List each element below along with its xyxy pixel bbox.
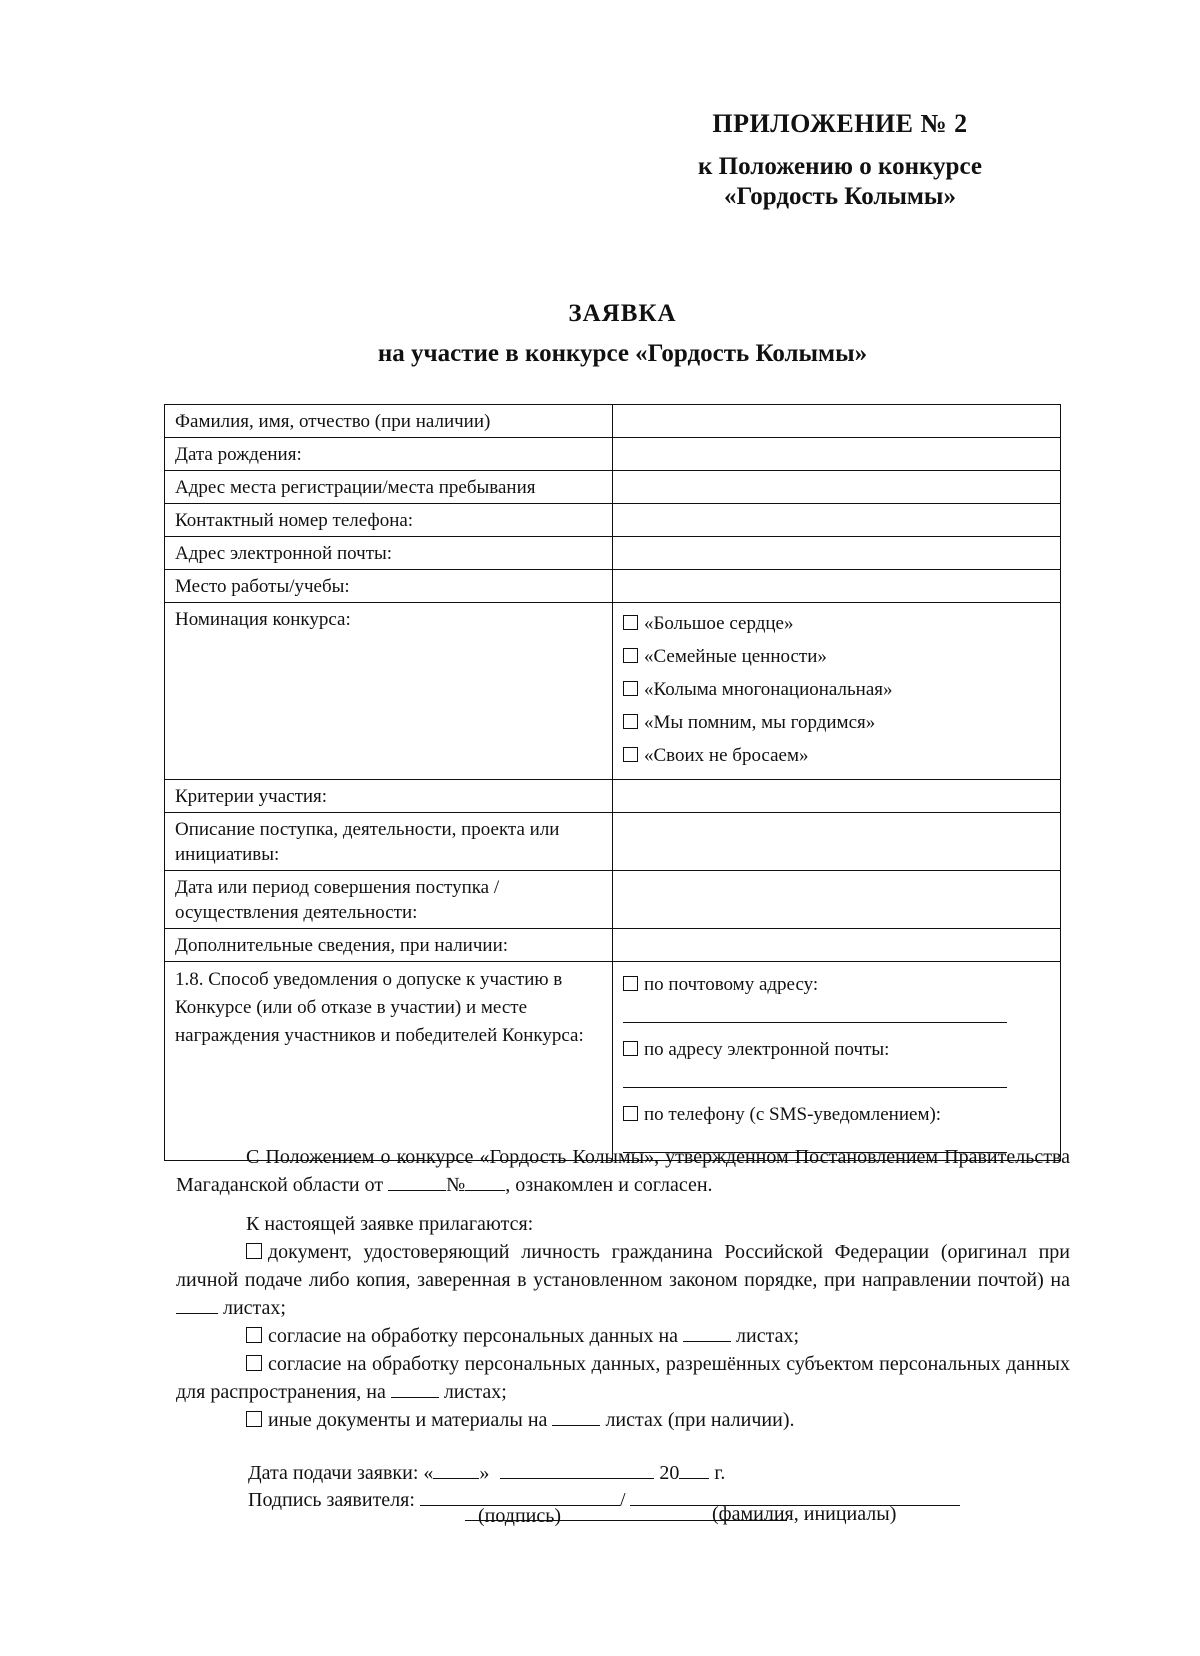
nomination-option[interactable]: «Большое сердце» bbox=[623, 611, 1052, 637]
nomination-option[interactable]: «Своих не бросаем» bbox=[623, 743, 1052, 769]
year-blank[interactable] bbox=[679, 1460, 709, 1479]
nomination-options bbox=[613, 603, 1061, 780]
order-date-blank[interactable] bbox=[388, 1172, 446, 1191]
row-value-address[interactable] bbox=[613, 471, 1061, 504]
checkbox-icon[interactable] bbox=[623, 648, 638, 663]
row-label: Критерии участия: bbox=[165, 780, 613, 813]
table-row bbox=[165, 537, 1061, 570]
checkbox-icon[interactable] bbox=[246, 1327, 262, 1343]
table-row bbox=[165, 471, 1061, 504]
checkbox-icon[interactable] bbox=[623, 747, 638, 762]
row-label: Адрес места регистрации/места пребывания bbox=[165, 471, 613, 504]
checkbox-icon[interactable] bbox=[623, 714, 638, 729]
attachment-item-3: согласие на обработку персональных данных, разрешённых субъектом персональных данных для распространения, на листах; bbox=[176, 1353, 1070, 1403]
form-subtitle: на участие в конкурсе «Гордость Колымы» bbox=[377, 340, 868, 367]
post-address-line[interactable] bbox=[623, 1002, 1007, 1023]
caption-signature: (подпись) bbox=[478, 1505, 562, 1527]
checkbox-icon[interactable] bbox=[623, 1041, 638, 1056]
notify-option-phone[interactable]: по телефону (с SMS-уведомлением): bbox=[623, 1102, 1052, 1128]
submission-date-line: Дата подачи заявки: « » 20 г. bbox=[248, 1462, 726, 1484]
row-label: Номинация конкурса: bbox=[165, 603, 613, 780]
table-row bbox=[165, 813, 1061, 871]
table-row bbox=[165, 871, 1061, 929]
row-value-period[interactable] bbox=[613, 871, 1061, 929]
checkbox-icon[interactable] bbox=[623, 1106, 638, 1121]
appendix-line-2: «Гордость Колымы» bbox=[724, 183, 956, 210]
appendix-header bbox=[640, 108, 1040, 212]
order-number-blank[interactable] bbox=[465, 1172, 505, 1191]
appendix-title: ПРИЛОЖЕНИЕ № 2 bbox=[712, 109, 968, 138]
row-value-extra[interactable] bbox=[613, 929, 1061, 962]
table-row bbox=[165, 504, 1061, 537]
attachment-item-1: документ, удостоверяющий личность гражданина Российской Федерации (оригинал при личной подаче либо копия, заверенная в установленном законом порядке, при направлении почтой) на листах; bbox=[176, 1241, 1070, 1319]
bottom-rule bbox=[465, 1520, 787, 1521]
checkbox-icon[interactable] bbox=[246, 1243, 262, 1259]
row-label: Дополнительные сведения, при наличии: bbox=[165, 929, 613, 962]
nomination-option[interactable]: «Колыма многонациональная» bbox=[623, 677, 1052, 703]
nomination-option[interactable]: «Мы помним, мы гордимся» bbox=[623, 710, 1052, 736]
attachment-item-4: иные документы и материалы на листах (при наличии). bbox=[176, 1406, 1070, 1434]
table-row bbox=[165, 780, 1061, 813]
attachment-item-2: согласие на обработку персональных данных на листах; bbox=[176, 1322, 1070, 1350]
row-value-birthdate[interactable] bbox=[613, 438, 1061, 471]
agreement-paragraph: С Положением о конкурсе «Гордость Колымы», утвержденном Постановлением Правительства Магаданской области от № , ознакомлен и согласен. bbox=[176, 1146, 1070, 1196]
table-row-notify bbox=[165, 962, 1061, 1161]
checkbox-icon[interactable] bbox=[623, 615, 638, 630]
row-value-description[interactable] bbox=[613, 813, 1061, 871]
notify-option-email[interactable]: по адресу электронной почты: bbox=[623, 1037, 1052, 1063]
row-value-phone[interactable] bbox=[613, 504, 1061, 537]
caption-name: (фамилия, инициалы) bbox=[712, 1503, 897, 1525]
row-label: Адрес электронной почты: bbox=[165, 537, 613, 570]
pages-blank[interactable] bbox=[176, 1295, 218, 1314]
day-blank[interactable] bbox=[433, 1460, 479, 1479]
notify-option-post[interactable]: по почтовому адресу: bbox=[623, 972, 1052, 998]
signature-blank[interactable] bbox=[420, 1487, 620, 1506]
table-row bbox=[165, 929, 1061, 962]
email-address-line[interactable] bbox=[623, 1067, 1007, 1088]
row-value-email[interactable] bbox=[613, 537, 1061, 570]
row-label: Контактный номер телефона: bbox=[165, 504, 613, 537]
month-blank[interactable] bbox=[500, 1460, 654, 1479]
checkbox-icon[interactable] bbox=[623, 681, 638, 696]
checkbox-icon[interactable] bbox=[623, 976, 638, 991]
row-value-criteria[interactable] bbox=[613, 780, 1061, 813]
table-row bbox=[165, 438, 1061, 471]
table-row bbox=[165, 405, 1061, 438]
checkbox-icon[interactable] bbox=[246, 1355, 262, 1371]
row-label: 1.8. Способ уведомления о допуске к участию в Конкурсе (или об отказе в участии) и месте награждения участников и победителей Конкурса: bbox=[165, 962, 613, 1161]
row-label: Место работы/учебы: bbox=[165, 570, 613, 603]
appendix-line-1: к Положению о конкурсе bbox=[698, 153, 982, 180]
table-row bbox=[165, 570, 1061, 603]
pages-blank[interactable] bbox=[683, 1323, 731, 1342]
row-label: Фамилия, имя, отчество (при наличии) bbox=[165, 405, 613, 438]
pages-blank[interactable] bbox=[552, 1407, 600, 1426]
form-title: ЗАЯВКА bbox=[568, 300, 677, 327]
pages-blank[interactable] bbox=[391, 1379, 439, 1398]
attachments-intro: К настоящей заявке прилагаются: bbox=[246, 1213, 534, 1235]
checkbox-icon[interactable] bbox=[246, 1411, 262, 1427]
row-label: Описание поступка, деятельности, проекта или инициативы: bbox=[165, 813, 613, 871]
notify-options bbox=[613, 962, 1061, 1161]
nomination-option[interactable]: «Семейные ценности» bbox=[623, 644, 1052, 670]
application-table bbox=[164, 404, 1061, 1161]
row-label: Дата или период совершения поступка / осуществления деятельности: bbox=[165, 871, 613, 929]
table-row-nomination bbox=[165, 603, 1061, 780]
applicant-signature-line: Подпись заявителя: / bbox=[248, 1487, 960, 1513]
row-value-workplace[interactable] bbox=[613, 570, 1061, 603]
row-value-fio[interactable] bbox=[613, 405, 1061, 438]
row-label: Дата рождения: bbox=[165, 438, 613, 471]
